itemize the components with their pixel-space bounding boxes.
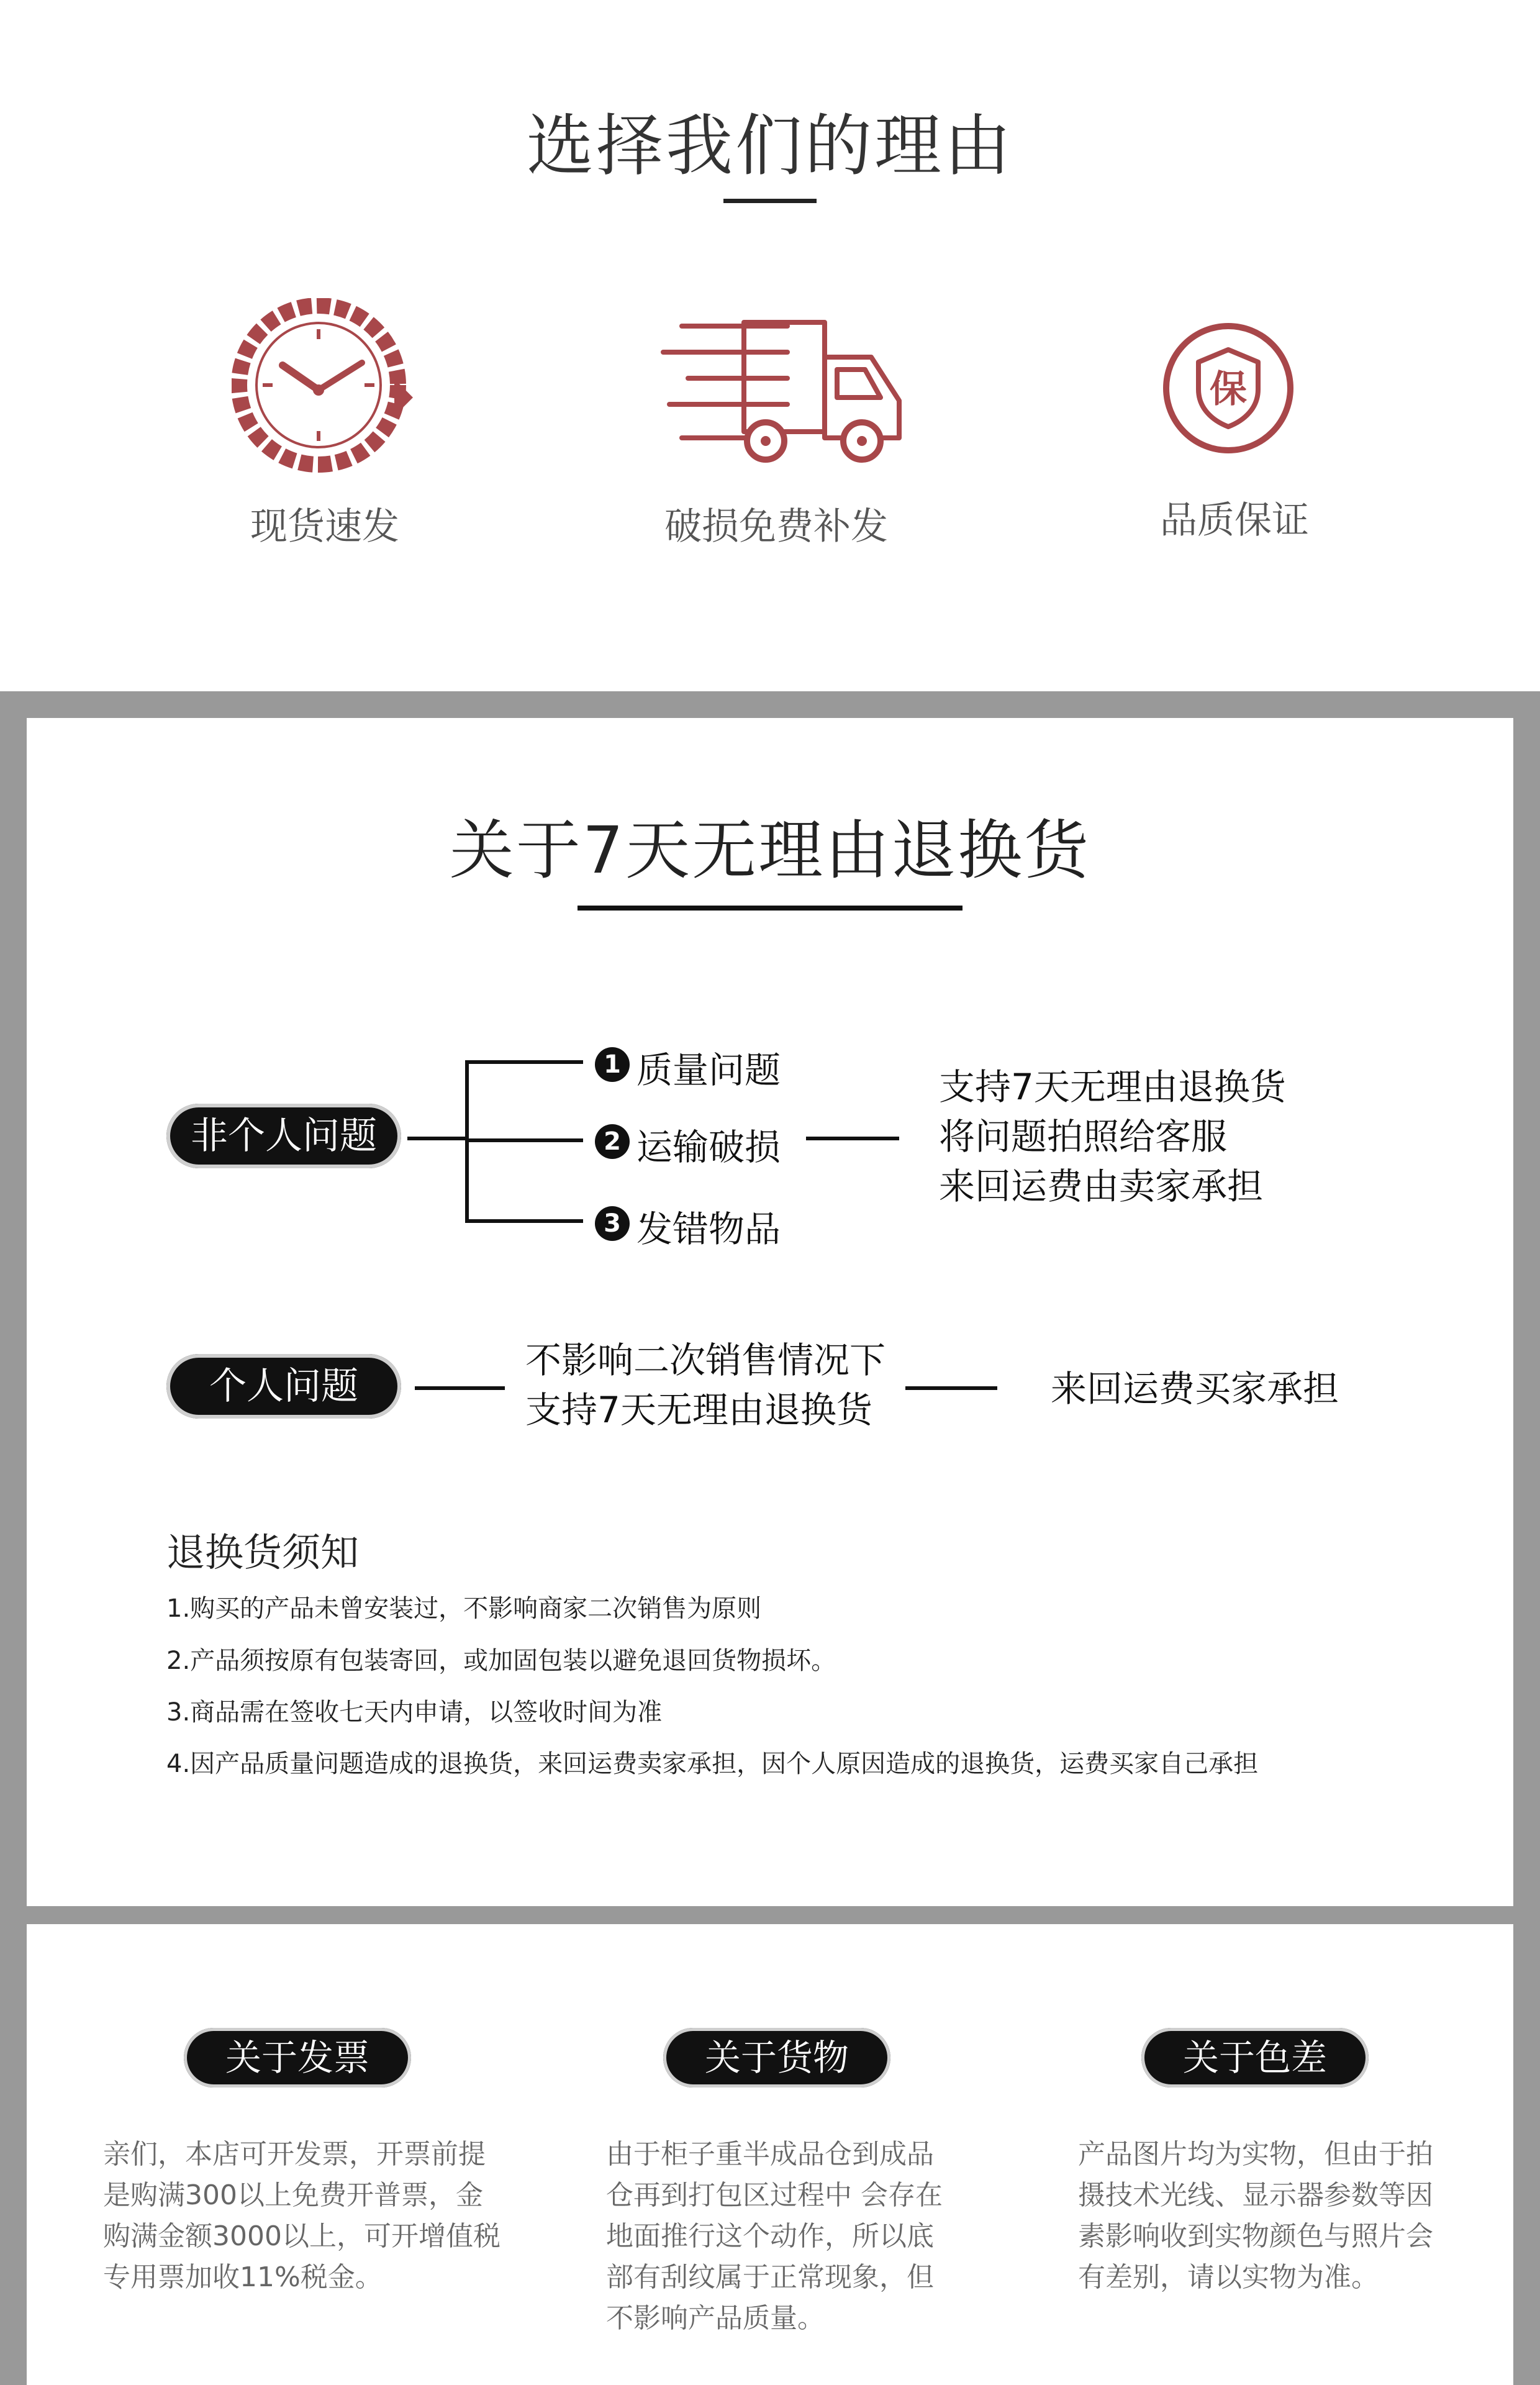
- personal-issue-pill: [166, 1354, 401, 1419]
- guarantee-icon: [1160, 320, 1297, 457]
- non-personal-description: [939, 1062, 1286, 1211]
- connector-line: [407, 1137, 467, 1140]
- invoice-text: [103, 2134, 500, 2298]
- color-difference-tag: 关于色差: [1141, 2028, 1369, 2087]
- non-personal-label: 非个人问题: [191, 1114, 377, 1158]
- color-difference-text: [1078, 2134, 1433, 2298]
- title-underline: [723, 199, 817, 203]
- personal-result: 来回运费买家承担: [1051, 1368, 1339, 1410]
- text-line: 地面推行这个动作，所以底: [606, 2220, 934, 2252]
- text-line: 摄技术光线、显示器参数等因: [1078, 2179, 1433, 2211]
- reasons-title: 选择我们的理由: [526, 107, 1013, 185]
- number-badge-1: 1: [595, 1047, 630, 1082]
- connector-line: [806, 1137, 899, 1140]
- notice-title: 退换货须知: [166, 1530, 360, 1575]
- number-badge-3: 3: [595, 1206, 630, 1241]
- text-line: 素影响收到实物颜色与照片会: [1078, 2220, 1433, 2252]
- issue-item-transport-damage: 运输破损: [636, 1126, 781, 1168]
- goods-text: [606, 2134, 943, 2339]
- feature-label-quality: 品质保证: [1160, 499, 1309, 542]
- notice-item-2: 2.产品须按原有包装寄回，或加固包装以避免退回货物损坏。: [166, 1647, 836, 1675]
- condition-line: 不影响二次销售情况下: [525, 1339, 886, 1381]
- connector-line: [905, 1386, 997, 1390]
- issue-item-wrong-item: 发错物品: [636, 1208, 781, 1250]
- feature-label-fast: 现货速发: [250, 505, 399, 548]
- text-line: 部有刮纹属于正常现象，但: [606, 2261, 934, 2293]
- personal-condition: [525, 1335, 886, 1435]
- text-line: 亲们，本店可开发票，开票前提: [103, 2138, 486, 2170]
- text-line: 专用票加收11%税金。: [103, 2261, 383, 2293]
- desc-line: 来回运费由卖家承担: [939, 1165, 1264, 1207]
- non-personal-issue-pill: [166, 1104, 401, 1168]
- desc-line: 支持7天无理由退换货: [939, 1066, 1286, 1108]
- notice-item-4: 4.因产品质量问题造成的退换货，来回运费卖家承担，因个人原因造成的退换货，运费买家自己承担: [166, 1750, 1259, 1778]
- return-title-underline: [578, 906, 962, 911]
- issue-item-quality: 质量问题: [636, 1049, 781, 1091]
- text-line: 有差别，请以实物为准。: [1078, 2261, 1379, 2293]
- invoice-tag: 关于发票: [184, 2028, 411, 2087]
- text-line: 购满金额3000以上，可开增值税: [103, 2220, 500, 2252]
- svg-text:保: 保: [1210, 368, 1247, 411]
- condition-line: 支持7天无理由退换货: [525, 1389, 872, 1431]
- feature-label-replacement: 破损免费补发: [664, 505, 888, 548]
- text-line: 仓再到打包区过程中 会存在: [606, 2179, 943, 2211]
- notice-item-3: 3.商品需在签收七天内申请，以签收时间为准: [166, 1698, 663, 1727]
- desc-line: 将问题拍照给客服: [939, 1115, 1228, 1158]
- bracket-line-2: [467, 1138, 583, 1142]
- clock-icon: [232, 298, 418, 484]
- text-line: 是购满300以上免费开普票，金: [103, 2179, 483, 2211]
- bracket-line-1: [465, 1060, 583, 1064]
- truck-icon: [657, 314, 905, 469]
- text-line: 产品图片均为实物，但由于拍: [1078, 2138, 1433, 2170]
- bracket-line-3: [465, 1219, 583, 1223]
- return-policy-panel: [27, 718, 1513, 1906]
- personal-label: 个人问题: [209, 1365, 358, 1408]
- number-badge-2: 2: [595, 1124, 630, 1159]
- connector-line: [415, 1386, 505, 1390]
- notice-item-1: 1.购买的产品未曾安装过，不影响商家二次销售为原则: [166, 1594, 762, 1623]
- text-line: 不影响产品质量。: [606, 2302, 825, 2334]
- goods-tag: 关于货物: [663, 2028, 890, 2087]
- return-policy-title: 关于7天无理由退换货: [449, 812, 1091, 888]
- text-line: 由于柜子重半成品仓到成品: [606, 2138, 934, 2170]
